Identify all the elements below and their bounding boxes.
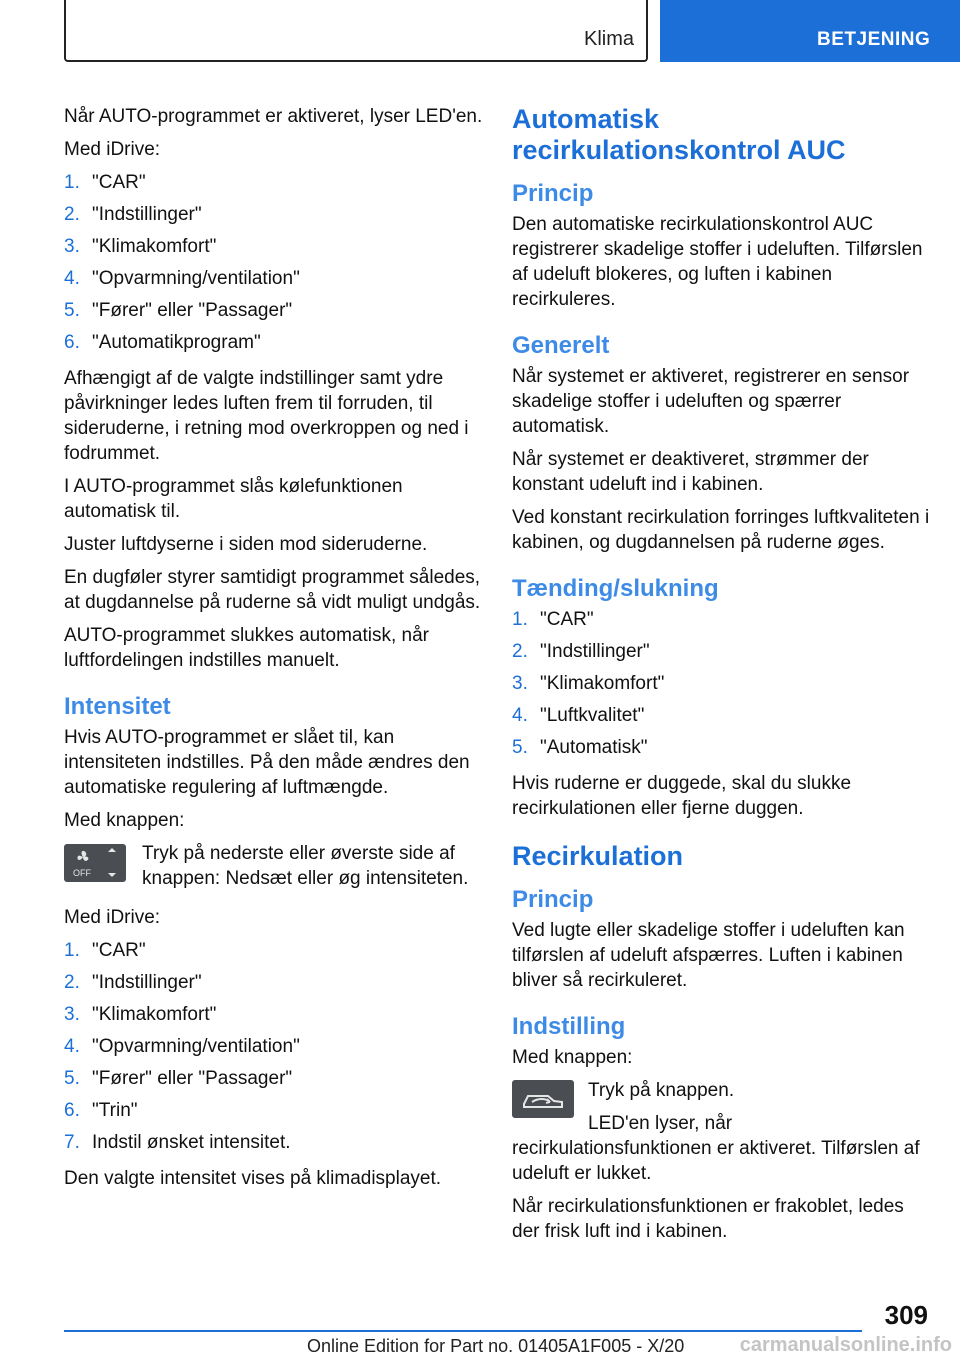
- list-text: "Klimakomfort": [92, 1004, 217, 1025]
- fan-icon: [64, 844, 126, 882]
- list-item: [64, 1098, 484, 1130]
- paragraph: Afhængigt af de valgte indstillinger samt ydre påvirkninger ledes luften frem til forruden, til sideruderne, i retning mod overkroppen og ned i fodrummet.: [64, 368, 469, 464]
- list-number: 5.: [64, 300, 80, 321]
- list-text: "Indstillinger": [92, 972, 202, 993]
- fan-off-label: OFF: [73, 868, 91, 878]
- fan-button-image: [64, 844, 126, 882]
- paragraph: Ved konstant recirkulation forringes luftkvaliteten i kabinen, og dugdannelsen på ruderne øges.: [512, 507, 930, 553]
- list-text: "Luftkvalitet": [540, 705, 645, 726]
- list-text: "CAR": [92, 940, 146, 961]
- idrive-list-2: [64, 938, 484, 1162]
- list-number: 7.: [64, 1132, 80, 1153]
- list-item: [512, 671, 932, 703]
- list-number: 3.: [64, 236, 80, 257]
- list-number: 2.: [64, 972, 80, 993]
- paragraph: Med knappen:: [64, 810, 185, 831]
- header-chapter-box: [660, 0, 960, 62]
- recirc-button-image: [512, 1080, 574, 1118]
- paragraph: Den automatiske recirkulationskontrol AUC registrerer skadelige stoffer i udeluften. Tilførslen af udeluft blokeres, og luften i kabinen recirkuleres.: [512, 214, 923, 310]
- left-column: [64, 104, 484, 1199]
- list-item: [512, 607, 932, 639]
- list-item: [64, 298, 484, 330]
- list-item: [512, 639, 932, 671]
- list-text: "CAR": [540, 609, 594, 630]
- list-item: [64, 938, 484, 970]
- paragraph: Når recirkulationsfunktionen er frakoblet, ledes der frisk luft ind i kabinen.: [512, 1196, 904, 1242]
- heading-recirkulation: Recirkulation: [512, 841, 684, 871]
- header-section-box: [64, 0, 648, 62]
- list-item: [64, 202, 484, 234]
- right-column: [512, 104, 932, 1252]
- list-item: [64, 970, 484, 1002]
- list-text: "Fører" eller "Passager": [92, 1068, 293, 1089]
- list-number: 1.: [64, 940, 80, 961]
- list-item: [512, 703, 932, 735]
- paragraph: Hvis ruderne er duggede, skal du slukke recirkulationen eller fjerne duggen.: [512, 773, 852, 819]
- list-number: 4.: [512, 705, 528, 726]
- footer-edition: Online Edition for Part no. 01405A1F005 - X/20: [307, 1336, 685, 1356]
- list-number: 2.: [64, 204, 80, 225]
- list-item: [64, 1002, 484, 1034]
- list-number: 1.: [64, 172, 80, 193]
- paragraph: Ved lugte eller skadelige stoffer i udeluften kan tilførslen af udeluft afspærres. Luften i kabinen bliver så recirkuleret.: [512, 920, 905, 991]
- list-text: "Opvarmning/ventilation": [92, 1036, 300, 1057]
- list-item: [64, 1130, 484, 1162]
- paragraph: AUTO-programmet slukkes automatisk, når luftfordelingen indstilles manuelt.: [64, 625, 429, 671]
- idrive-list-1: [64, 170, 484, 362]
- paragraph: Når systemet er aktiveret, registrerer en sensor skadelige stoffer i udeluften og spærrer automatisk.: [512, 366, 910, 437]
- list-text: "Indstillinger": [540, 641, 650, 662]
- recirculation-car-icon: [512, 1080, 574, 1118]
- list-number: 4.: [64, 268, 80, 289]
- list-number: 1.: [512, 609, 528, 630]
- fan-button-row: [64, 841, 484, 891]
- list-item: [64, 170, 484, 202]
- list-text: Indstil ønsket intensitet.: [92, 1132, 291, 1153]
- heading-auc: Automatisk recirkulationskontrol AUC: [512, 104, 846, 165]
- list-text: "Indstillinger": [92, 204, 202, 225]
- list-number: 6.: [64, 1100, 80, 1121]
- list-text: "Opvarmning/ventilation": [92, 268, 300, 289]
- heading-princip: Princip: [512, 886, 594, 913]
- paragraph: Når systemet er deaktiveret, strømmer der konstant udeluft ind i kabinen.: [512, 449, 869, 495]
- list-number: 5.: [64, 1068, 80, 1089]
- footer-divider: [64, 1330, 862, 1332]
- heading-intensitet: Intensitet: [64, 693, 171, 720]
- page-number: 309: [884, 1300, 928, 1330]
- list-number: 4.: [64, 1036, 80, 1057]
- paragraph: Med knappen:: [512, 1047, 633, 1068]
- list-text: "Automatikprogram": [92, 332, 261, 353]
- list-item: [512, 735, 932, 767]
- heading-taending: Tænding/slukning: [512, 575, 719, 602]
- heading-princip: Princip: [512, 180, 594, 207]
- paragraph: Juster luftdyserne i siden mod sideruderne.: [64, 534, 428, 555]
- list-text: "Klimakomfort": [540, 673, 665, 694]
- list-number: 2.: [512, 641, 528, 662]
- recirc-text-2: LED'en lyser, når recirkulationsfunktionen er aktiveret. Tilførslen af udeluft er lukket.: [512, 1113, 920, 1184]
- paragraph: Den valgte intensitet vises på klimadisplayet.: [64, 1168, 442, 1189]
- recirc-text-1: Tryk på knappen.: [588, 1080, 735, 1101]
- list-item: [64, 330, 484, 362]
- list-item: [64, 1066, 484, 1098]
- heading-generelt: Generelt: [512, 332, 610, 359]
- list-item: [64, 266, 484, 298]
- watermark: carmanualsonline.info: [739, 1334, 952, 1356]
- list-text: "Fører" eller "Passager": [92, 300, 293, 321]
- list-text: "Klimakomfort": [92, 236, 217, 257]
- list-number: 5.: [512, 737, 528, 758]
- recirc-block: [512, 1078, 932, 1186]
- idrive-list-3: [512, 607, 932, 767]
- section-title: Klima: [583, 28, 634, 50]
- paragraph: I AUTO-programmet slås kølefunktionen automatisk til.: [64, 476, 403, 522]
- list-item: [64, 234, 484, 266]
- list-text: "CAR": [92, 172, 146, 193]
- paragraph: Hvis AUTO-programmet er slået til, kan intensiteten indstilles. På den måde ændres den automatiske regulering af luftmængde.: [64, 727, 470, 798]
- list-text: "Trin": [92, 1100, 138, 1121]
- list-number: 3.: [64, 1004, 80, 1025]
- list-text: "Automatisk": [540, 737, 648, 758]
- list-number: 6.: [64, 332, 80, 353]
- paragraph: En dugføler styrer samtidigt programmet således, at dugdannelse på ruderne så vidt muligt undgås.: [64, 567, 481, 613]
- paragraph: Med iDrive:: [64, 139, 161, 160]
- paragraph: Når AUTO-programmet er aktiveret, lyser LED'en.: [64, 106, 483, 127]
- list-item: [64, 1034, 484, 1066]
- chapter-title: BETJENING: [817, 29, 931, 50]
- paragraph: Med iDrive:: [64, 907, 161, 928]
- list-number: 3.: [512, 673, 528, 694]
- fan-button-text: Tryk på nederste eller øverste side af knappen: Nedsæt eller øg intensiteten.: [142, 843, 469, 889]
- heading-indstilling: Indstilling: [512, 1013, 626, 1040]
